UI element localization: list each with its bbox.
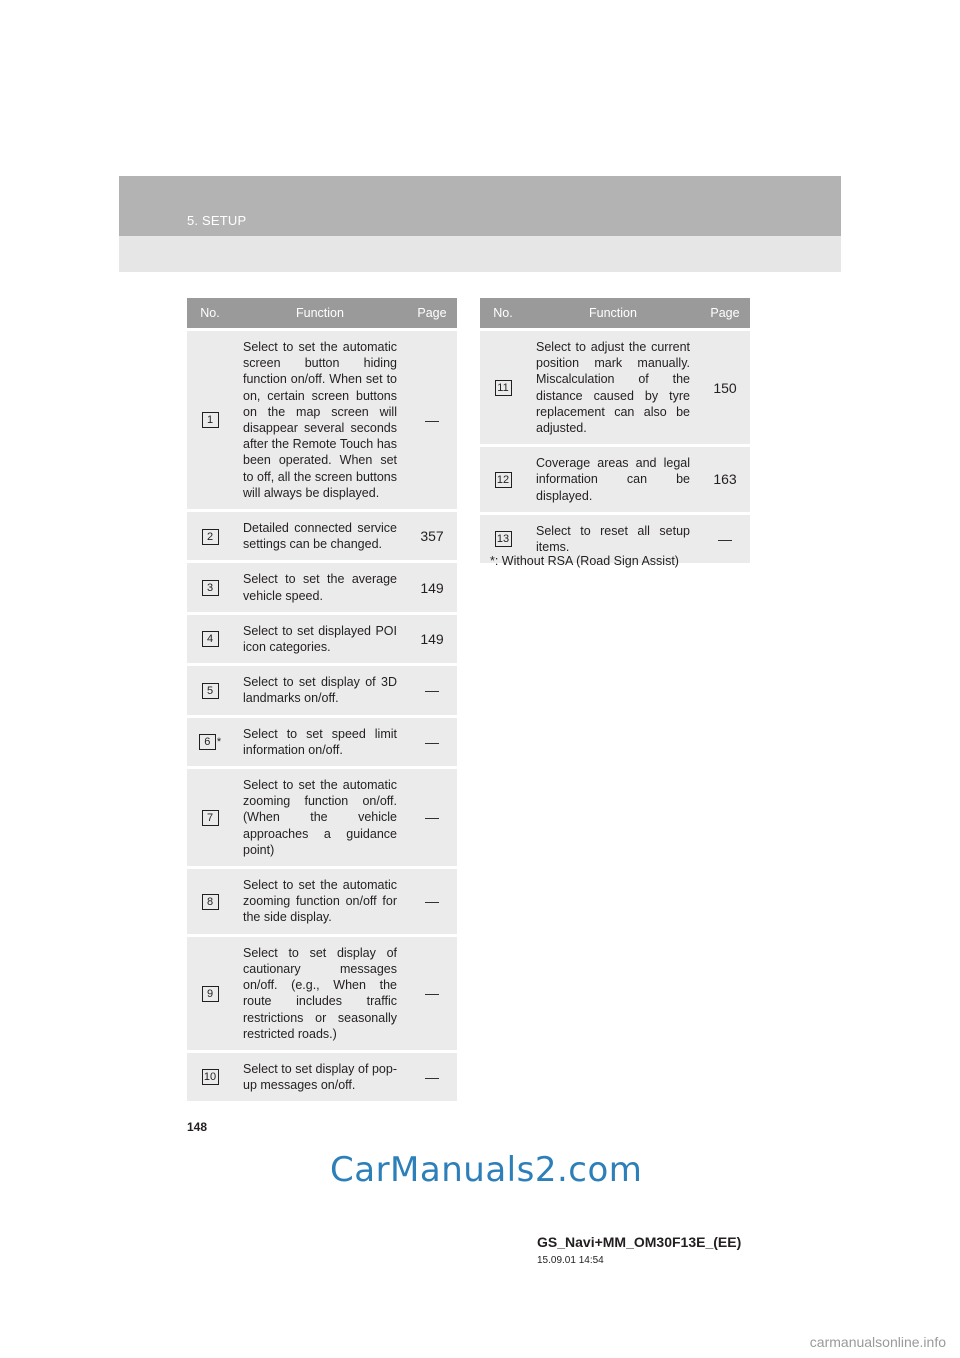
table-row xyxy=(480,446,750,514)
page-reference: — xyxy=(407,716,457,767)
column-header-no: No. xyxy=(480,298,526,330)
table-body xyxy=(187,330,457,1102)
row-number-badge: 7 xyxy=(202,810,219,826)
table-row xyxy=(187,665,457,716)
row-number-badge: 12 xyxy=(495,472,512,488)
settings-table-right xyxy=(480,298,750,563)
table-row xyxy=(187,613,457,664)
row-number-badge: 9 xyxy=(202,986,219,1002)
row-number-cell xyxy=(480,330,526,446)
function-description: Select to set display of pop-up messages on/off. xyxy=(233,1051,407,1101)
function-description: Select to set the automatic zooming function on/off. (When the vehicle approaches a guidance point) xyxy=(233,768,407,868)
table-row xyxy=(187,768,457,868)
row-number-cell xyxy=(187,562,233,613)
column-header-function: Function xyxy=(526,298,700,330)
row-number-badge: 2 xyxy=(202,529,219,545)
function-description: Select to set display of 3D landmarks on/off. xyxy=(233,665,407,716)
table-header-row xyxy=(480,298,750,330)
page-reference: 150 xyxy=(700,330,750,446)
function-description: Select to set display of cautionary messages on/off. (e.g., When the route includes traffic restrictions or seasonally restricted roads.) xyxy=(233,935,407,1051)
function-description: Select to adjust the current position mark manually. Miscalculation of the distance caused by tyre replacement can also be adjusted. xyxy=(526,330,700,446)
page-reference: — xyxy=(407,868,457,936)
page-reference: — xyxy=(700,513,750,563)
table-row xyxy=(480,330,750,446)
table-row xyxy=(187,935,457,1051)
function-description: Coverage areas and legal information can be displayed. xyxy=(526,446,700,514)
function-description: Select to set displayed POI icon categories. xyxy=(233,613,407,664)
table-row xyxy=(187,1051,457,1101)
row-number-badge: 13 xyxy=(495,531,512,547)
row-number-cell xyxy=(187,868,233,936)
row-number-cell xyxy=(187,665,233,716)
page-number: 148 xyxy=(187,1120,208,1134)
table-row xyxy=(187,330,457,511)
document-code: GS_Navi+MM_OM30F13E_(EE) xyxy=(537,1234,742,1250)
footnote: *: Without RSA (Road Sign Assist) xyxy=(490,554,679,568)
row-number-badge: 3 xyxy=(202,580,219,596)
row-number-cell xyxy=(187,511,233,562)
page-reference: — xyxy=(407,665,457,716)
function-description: Select to set the average vehicle speed. xyxy=(233,562,407,613)
function-description: Select to reset all setup items. xyxy=(526,513,700,563)
page-reference: 357 xyxy=(407,511,457,562)
row-number-badge: 10 xyxy=(202,1069,219,1085)
row-number-cell xyxy=(187,716,233,767)
function-description: Select to set the automatic zooming function on/off for the side display. xyxy=(233,868,407,936)
page-reference: 149 xyxy=(407,613,457,664)
column-header-function: Function xyxy=(233,298,407,330)
row-number-cell xyxy=(187,330,233,511)
row-number-badge: 4 xyxy=(202,631,219,647)
table-body xyxy=(480,330,750,564)
page-reference: — xyxy=(407,1051,457,1101)
row-number-cell xyxy=(480,446,526,514)
page-reference: — xyxy=(407,768,457,868)
page-reference: — xyxy=(407,330,457,511)
column-header-page: Page xyxy=(407,298,457,330)
function-description: Select to set the automatic screen button hiding function on/off. When set to on, certain screen buttons on the map screen will disappear several seconds after the Remote Touch has been operated. When set to off, all the screen buttons will always be displayed. xyxy=(233,330,407,511)
table-row xyxy=(187,562,457,613)
table-header-row xyxy=(187,298,457,330)
column-header-no: No. xyxy=(187,298,233,330)
row-number-cell xyxy=(187,768,233,868)
watermark-logo: CarManuals2.com xyxy=(330,1150,643,1190)
row-number-badge: 8 xyxy=(202,894,219,910)
row-number-cell xyxy=(187,613,233,664)
page-reference: 149 xyxy=(407,562,457,613)
function-description: Detailed connected service settings can be changed. xyxy=(233,511,407,562)
settings-table-left xyxy=(187,298,457,1101)
row-number-badge: 1 xyxy=(202,412,219,428)
footer-watermark: carmanualsonline.info xyxy=(809,1334,946,1350)
table-row xyxy=(187,868,457,936)
table-row xyxy=(187,716,457,767)
section-header-subbar xyxy=(119,236,841,272)
table-row xyxy=(187,511,457,562)
row-number-badge: 11 xyxy=(495,380,512,396)
function-description: Select to set speed limit information on/off. xyxy=(233,716,407,767)
section-title: 5. SETUP xyxy=(187,213,247,228)
footnote-marker: * xyxy=(216,735,222,748)
column-header-page: Page xyxy=(700,298,750,330)
document-timestamp: 15.09.01 14:54 xyxy=(537,1255,604,1266)
row-number-badge: 5 xyxy=(202,683,219,699)
row-number-badge: 6 xyxy=(199,734,216,750)
row-number-cell xyxy=(187,935,233,1051)
page-reference: 163 xyxy=(700,446,750,514)
row-number-cell xyxy=(187,1051,233,1101)
page-reference: — xyxy=(407,935,457,1051)
